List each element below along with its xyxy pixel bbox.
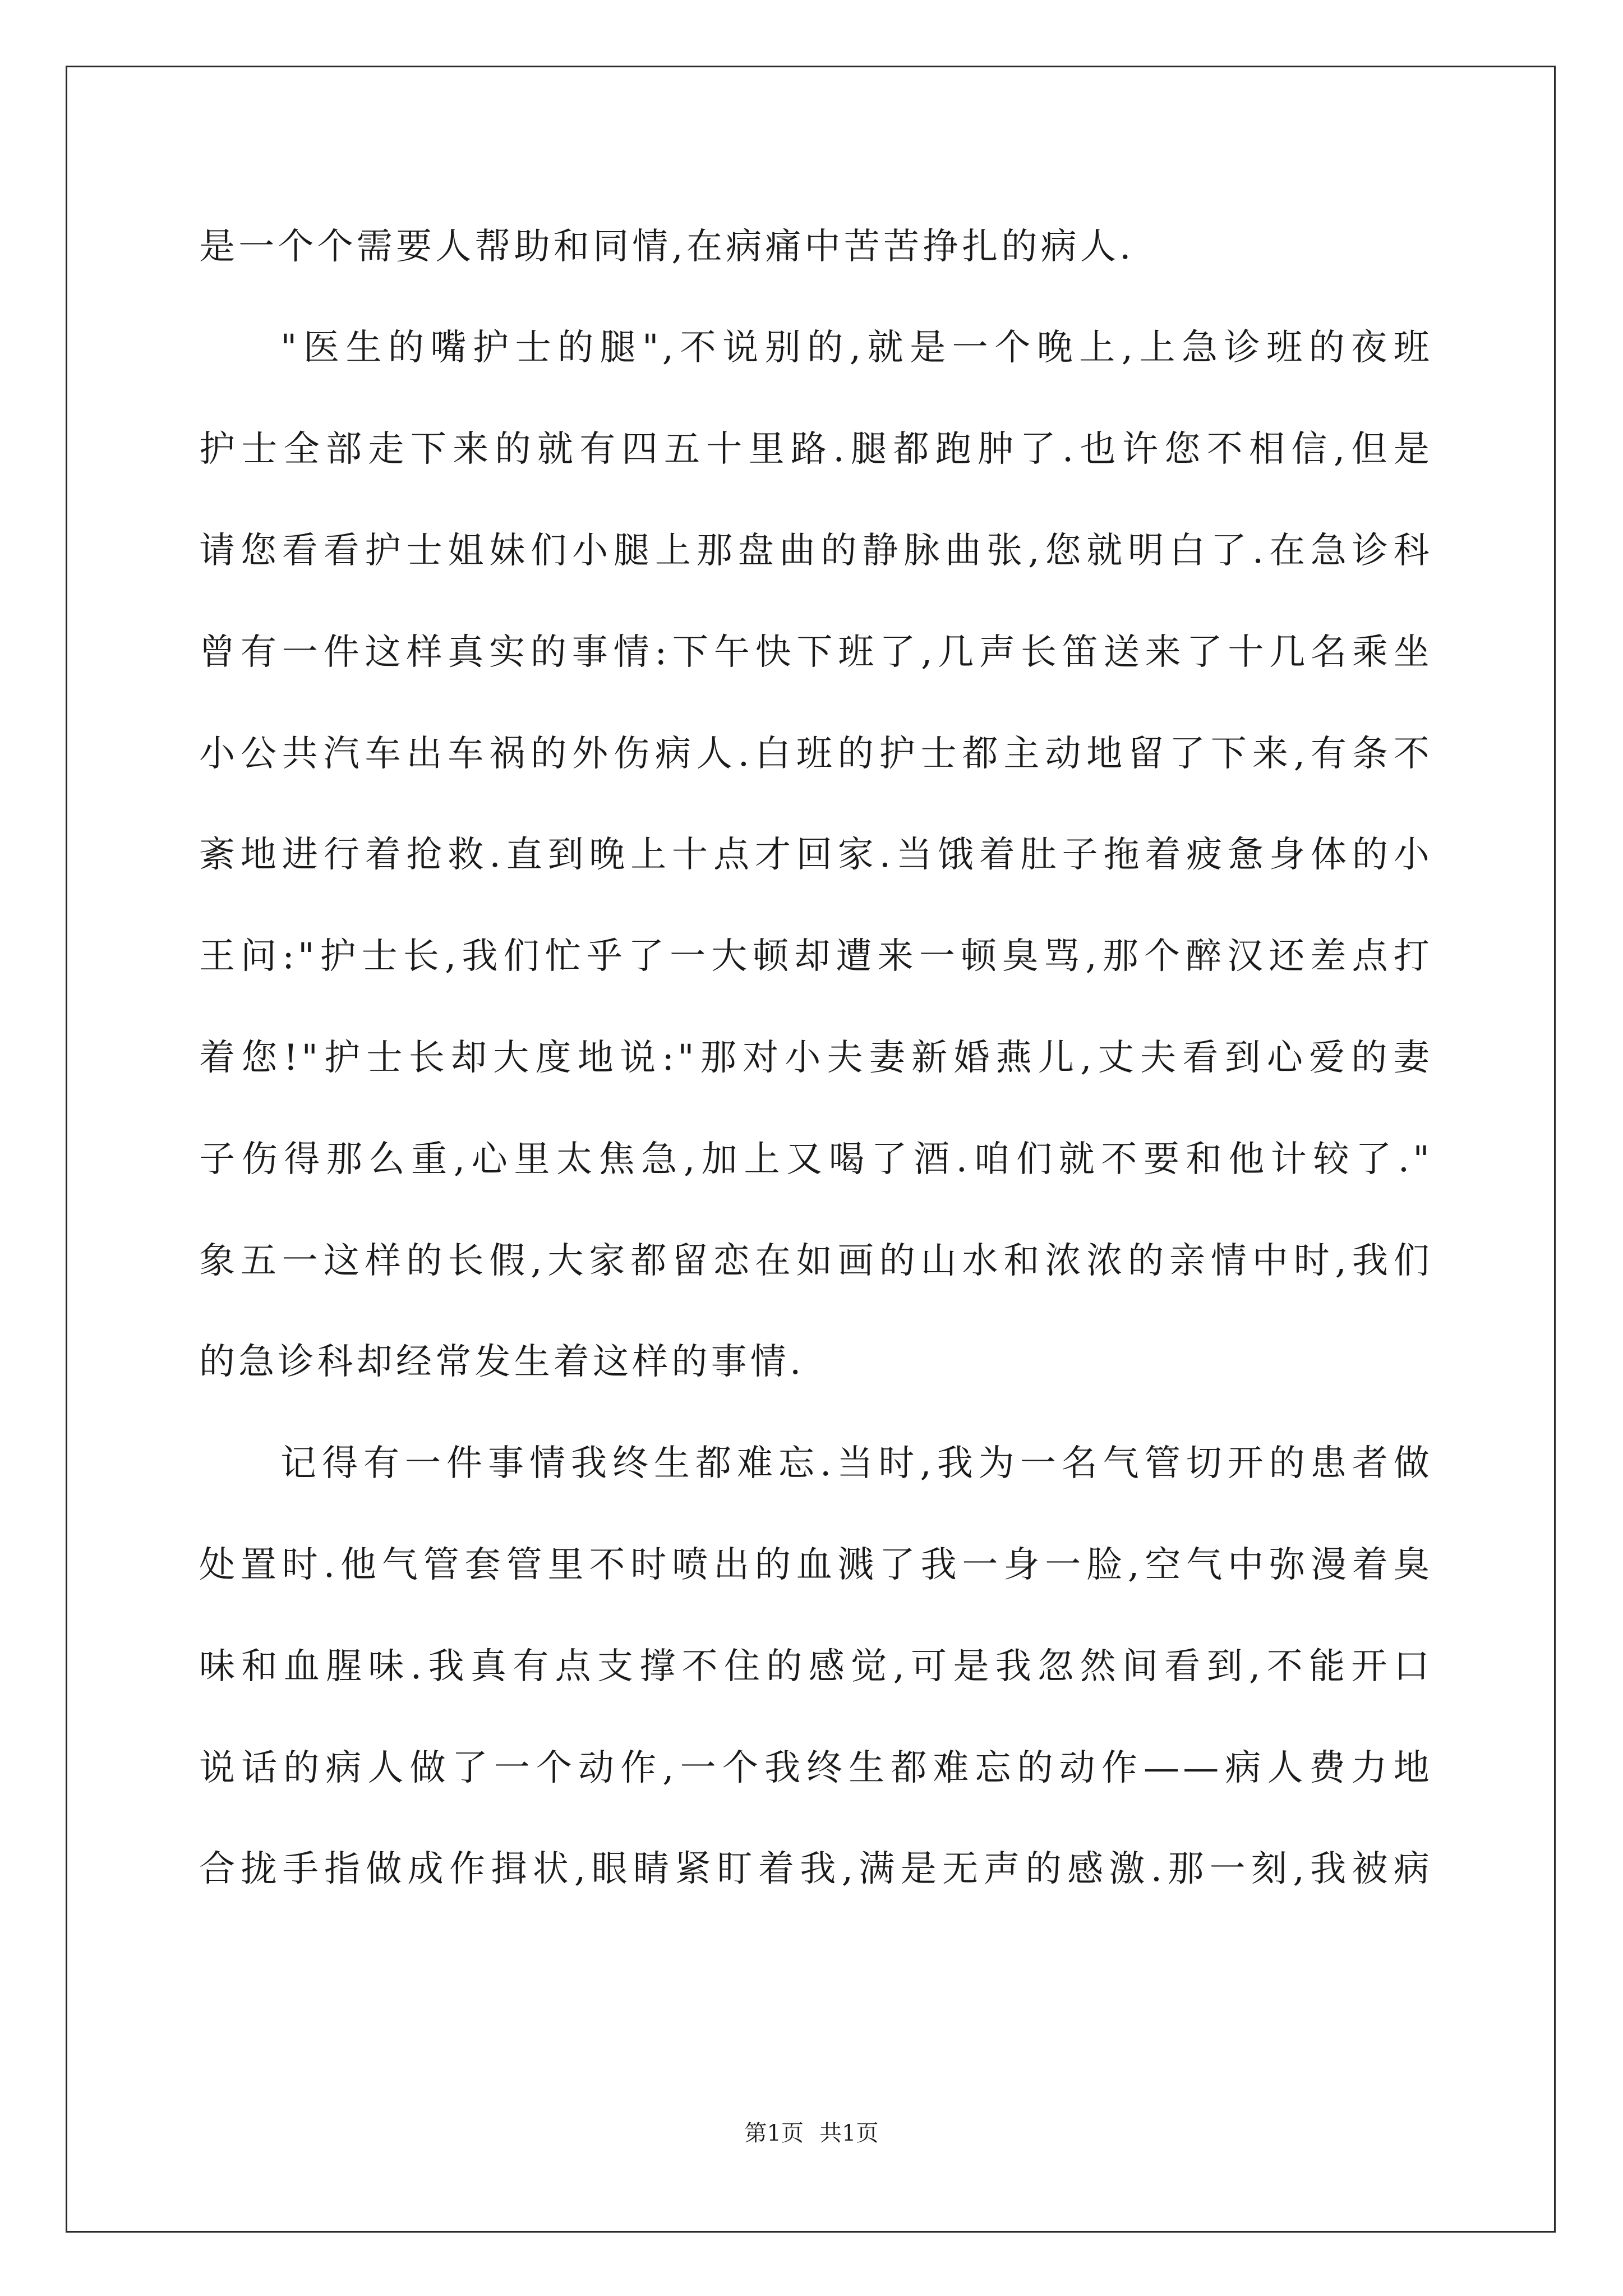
text-line: 护士全部走下来的就有四五十里路.腿都跑肿了.也许您不相信,但是 (199, 429, 1433, 470)
page-total: 共1页 (819, 2120, 879, 2146)
text-line: 曾有一件这样真实的事情:下午快下班了,几声长笛送来了十几名乘坐 (199, 632, 1433, 673)
text-line: 处置时.他气管套管里不时喷出的血溅了我一身一脸,空气中弥漫着臭 (199, 1544, 1433, 1586)
paragraph-start-line: "医生的嘴护士的腿",不说别的,就是一个晚上,上急诊班的夜班 (280, 327, 1433, 369)
text-line: 紊地进行着抢救.直到晚上十点才回家.当饿着肚子拖着疲惫身体的小 (199, 834, 1433, 876)
text-line: 合拢手指做成作揖状,眼睛紧盯着我,满是无声的感激.那一刻,我被病 (199, 1848, 1433, 1890)
text-line: 味和血腥味.我真有点支撑不住的感觉,可是我忽然间看到,不能开口 (199, 1646, 1433, 1687)
page-footer (0, 2116, 1623, 2150)
text-line: 是一个个需要人帮助和同情,在病痛中苦苦挣扎的病人. (199, 226, 1135, 268)
text-line: 请您看看护士姐妹们小腿上那盘曲的静脉曲张,您就明白了.在急诊科 (199, 530, 1433, 572)
text-line: 子伤得那么重,心里太焦急,加上又喝了酒.咱们就不要和他计较了." (199, 1139, 1433, 1180)
text-line: 的急诊科却经常发生着这样的事情. (199, 1341, 805, 1383)
paragraph-start-line: 记得有一件事情我终生都难忘.当时,我为一名气管切开的患者做 (280, 1443, 1433, 1484)
text-line: 王问:"护士长,我们忙乎了一大顿却遭来一顿臭骂,那个醉汉还差点打 (199, 936, 1433, 977)
text-line: 着您!"护士长却大度地说:"那对小夫妻新婚燕儿,丈夫看到心爱的妻 (199, 1037, 1433, 1079)
text-line: 象五一这样的长假,大家都留恋在如画的山水和浓浓的亲情中时,我们 (199, 1240, 1433, 1282)
text-line: 小公共汽车出车祸的外伤病人.白班的护士都主动地留了下来,有条不 (199, 733, 1433, 775)
page-number: 第1页 (744, 2120, 804, 2146)
text-line: 说话的病人做了一个动作,一个我终生都难忘的动作——病人费力地 (199, 1747, 1433, 1789)
